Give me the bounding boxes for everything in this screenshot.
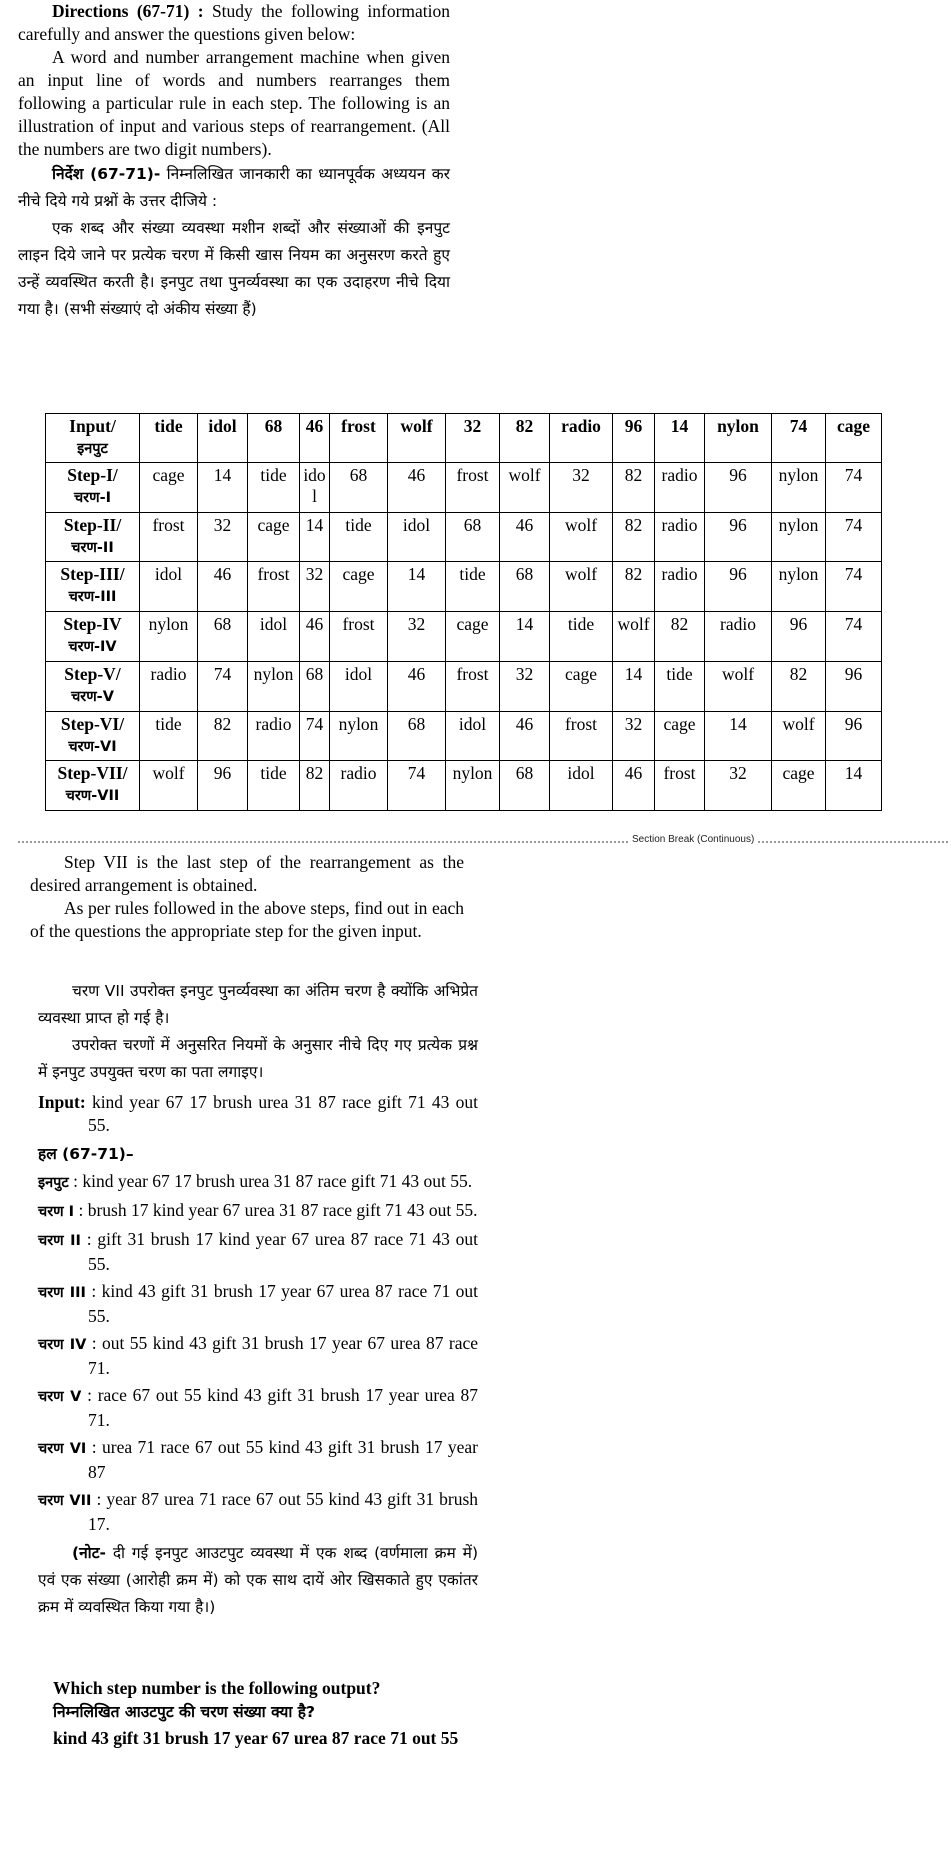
table-cell: 74 (826, 512, 882, 562)
table-cell: 14 (388, 562, 446, 612)
table-cell: 82 (198, 711, 248, 761)
step-label-hi: चरण-VII (65, 788, 120, 805)
header-label-cell (46, 414, 140, 463)
step-label-en: Step-II/ (63, 514, 122, 535)
table-cell: nylon (330, 711, 388, 761)
table-cell: tide (248, 761, 300, 811)
table-cell: tide (655, 661, 705, 711)
table-cell: cage (330, 562, 388, 612)
table-cell: radio (655, 463, 705, 513)
table-cell: wolf (772, 711, 826, 761)
directions-text: Study the following information carefully and answer the questions given below: (18, 1, 451, 44)
solution-block (38, 1091, 478, 1621)
table-cell: nylon (772, 512, 826, 562)
table-cell: 74 (826, 562, 882, 612)
solution-step-text: : gift 31 brush 17 kind year 67 urea 87 race 71 43 out 55. (86, 1229, 478, 1274)
header-label-en: Input/ (69, 416, 116, 436)
solution-step (38, 1280, 478, 1328)
solution-step-text: : race 67 out 55 kind 43 gift 31 brush 17 year urea 87 71. (87, 1385, 478, 1430)
table-row (46, 612, 882, 662)
solution-steps (38, 1170, 478, 1536)
table-cell: 68 (388, 711, 446, 761)
table-row (46, 512, 882, 562)
solution-step-text: : brush 17 kind year 67 urea 31 87 race gift 71 43 out 55. (78, 1200, 478, 1220)
table-cell: idol (446, 711, 500, 761)
table-cell: 96 (826, 711, 882, 761)
machine-description: A word and number arrangement machine when given an input line of words and numbers rearranges them following a particular rule in each step. The following is an illustration of input and various steps of rearrangement. (All the numbers are two digit numbers). (18, 47, 450, 159)
solution-step (38, 1170, 478, 1195)
table-cell: 46 (198, 562, 248, 612)
table-cell: wolf (705, 661, 772, 711)
table-cell: wolf (500, 463, 550, 513)
table-cell: frost (446, 661, 500, 711)
table-cell: idol (330, 661, 388, 711)
header-cell: cage (826, 414, 882, 463)
header-cell: 82 (500, 414, 550, 463)
header-cell: 14 (655, 414, 705, 463)
table-cell: tide (330, 512, 388, 562)
table-cell: 14 (198, 463, 248, 513)
table-cell: 14 (300, 512, 330, 562)
step-label-hi: चरण-I (73, 490, 112, 506)
table-cell: nylon (772, 463, 826, 513)
directions-paragraph (18, 0, 450, 46)
step-label-cell (46, 761, 140, 811)
step-label-hi: चरण-V (71, 688, 114, 705)
table-cell: 74 (826, 463, 882, 513)
solution-step-text: : year 87 urea 71 race 67 out 55 kind 43 gift 31 brush 17. (88, 1489, 479, 1534)
table-cell: 14 (613, 661, 655, 711)
note-label: (नोट- (72, 1544, 106, 1562)
step-label-cell (46, 711, 140, 761)
table-cell: 32 (500, 661, 550, 711)
table-cell: 14 (500, 612, 550, 662)
table-cell: 46 (300, 612, 330, 662)
table-cell: cage (772, 761, 826, 811)
table-cell: 82 (300, 761, 330, 811)
table-row (46, 562, 882, 612)
table-cell: wolf (140, 761, 198, 811)
solution-step (38, 1332, 478, 1380)
step-label-hi: चरण-IV (68, 639, 117, 656)
solution-label-line (38, 1141, 478, 1168)
table-cell: 32 (198, 512, 248, 562)
table-cell: 96 (772, 612, 826, 662)
step-label-en: Step-IV (63, 614, 122, 635)
solution-step-text: : urea 71 race 67 out 55 kind 43 gift 31 brush 17 year 87 (88, 1437, 478, 1482)
table-body (46, 463, 882, 811)
table-cell: frost (330, 612, 388, 662)
table-cell: frost (550, 711, 613, 761)
question-output: kind 43 gift 31 brush 17 year 67 urea 87 race 71 out 55 (53, 1728, 459, 1748)
table-cell: cage (550, 661, 613, 711)
table-cell: 96 (705, 463, 772, 513)
table-cell: 74 (300, 711, 330, 761)
table-cell: 82 (613, 562, 655, 612)
table-cell: 46 (388, 661, 446, 711)
note-text: दी गई इनपुट आउटपुट व्यवस्था में एक शब्द (वर्णमाला क्रम में) एवं एक संख्या (आरोही क्रम में) को एक साथ दायें ओर खिसकाते हुए एकांतर क्रम में व्यवस्थित किया गया है।) (38, 1544, 478, 1616)
solution-step-text: : kind year 67 17 brush urea 31 87 race gift 71 43 out 55. (73, 1171, 473, 1191)
table-cell: 46 (388, 463, 446, 513)
directions-heading: Directions (67-71) : (52, 1, 204, 21)
last-step-paragraph: Step VII is the last step of the rearrangement as the desired arrangement is obtained. (30, 852, 464, 895)
table-cell: 68 (330, 463, 388, 513)
section-break-label: Section Break (Continuous) (632, 834, 755, 845)
table-cell: nylon (248, 661, 300, 711)
table-cell: 82 (772, 661, 826, 711)
rearrangement-table (45, 413, 882, 811)
solution-step-label: चरण VII (38, 1493, 92, 1509)
rules-paragraph: As per rules followed in the above steps, find out in each of the questions the appropriate step for the given input. (30, 898, 464, 941)
table-cell: 74 (826, 612, 882, 662)
step-label-cell (46, 612, 140, 662)
conclusion-block (30, 851, 464, 943)
solution-step-text: : kind 43 gift 31 brush 17 year 67 urea 87 race 71 out 55. (88, 1281, 478, 1326)
table-cell: 46 (613, 761, 655, 811)
section-break-line (18, 841, 948, 843)
input-text: kind year 67 17 brush urea 31 87 race gift 71 43 out 55. (88, 1092, 478, 1135)
table-cell: frost (655, 761, 705, 811)
table-cell: frost (446, 463, 500, 513)
table-cell: radio (655, 512, 705, 562)
table-cell: tide (446, 562, 500, 612)
step-label-hi: चरण-VI (68, 738, 117, 755)
input-line (38, 1091, 478, 1137)
step-label-hi: चरण-II (71, 539, 114, 556)
table-cell: idol (248, 612, 300, 662)
table-cell: idol (300, 463, 330, 513)
header-cell: idol (198, 414, 248, 463)
table-cell: nylon (140, 612, 198, 662)
table-cell: wolf (550, 512, 613, 562)
table-cell: 68 (446, 512, 500, 562)
hindi-directions-text: निम्नलिखित जानकारी का ध्यानपूर्वक अध्ययन कर नीचे दिये गये प्रश्नों के उत्तर दीजिये : (18, 165, 450, 210)
table-cell: wolf (613, 612, 655, 662)
header-cell: radio (550, 414, 613, 463)
step-label-hi: चरण-III (68, 589, 117, 606)
table-cell: 14 (826, 761, 882, 811)
step-label-en: Step-V/ (64, 663, 121, 684)
table-cell: cage (446, 612, 500, 662)
hindi-machine-description: एक शब्द और संख्या व्यवस्था मशीन शब्दों और संख्याओं की इनपुट लाइन दिये जाने पर प्रत्येक चरण में किसी खास नियम का अनुसरण करते हुए उन्हें व्यवस्थित करती है। इनपुट तथा पुनर्व्यवस्था का एक उदाहरण नीचे दिया गया है। (सभी संख्याएं दो अंकीय संख्या हैं) (18, 219, 450, 318)
table-cell: 68 (198, 612, 248, 662)
table-cell: idol (388, 512, 446, 562)
directions-block (18, 0, 450, 323)
solution-step-label: चरण V (38, 1389, 82, 1405)
table-cell: tide (248, 463, 300, 513)
table-row (46, 711, 882, 761)
table-cell: cage (655, 711, 705, 761)
table-cell: 46 (500, 512, 550, 562)
table-cell: 96 (198, 761, 248, 811)
solution-step (38, 1199, 478, 1224)
table-cell: nylon (446, 761, 500, 811)
hindi-last-step-paragraph: चरण VII उपरोक्त इनपुट पुनर्व्यवस्था का अंतिम चरण है क्योंकि अभिप्रेत व्यवस्था प्राप्त हो गई है। (38, 982, 478, 1027)
table-row (46, 661, 882, 711)
question-english: Which step number is the following output? (53, 1678, 381, 1698)
table-cell: frost (248, 562, 300, 612)
table-cell: 32 (613, 711, 655, 761)
header-cell: nylon (705, 414, 772, 463)
header-cell: frost (330, 414, 388, 463)
header-cell: 74 (772, 414, 826, 463)
header-label-hi: इनपुट (77, 441, 108, 457)
input-label: Input: (38, 1092, 86, 1112)
table-cell: idol (140, 562, 198, 612)
note-paragraph (38, 1540, 478, 1621)
table-header-row (46, 414, 882, 463)
table-cell: cage (140, 463, 198, 513)
hindi-rules-paragraph: उपरोक्त चरणों में अनुसरित नियमों के अनुसार नीचे दिए गए प्रत्येक प्रश्न में इनपुट उपयुक्त चरण का पता लगाइए। (38, 1036, 478, 1081)
table-cell: 74 (198, 661, 248, 711)
table-cell: tide (550, 612, 613, 662)
step-label-en: Step-VI/ (60, 713, 125, 734)
table-cell: tide (140, 711, 198, 761)
header-cell: tide (140, 414, 198, 463)
hindi-conclusion-block (38, 978, 478, 1086)
table-cell: idol (550, 761, 613, 811)
solution-step-label: चरण II (38, 1233, 81, 1249)
solution-step-label: चरण III (38, 1285, 86, 1301)
header-cell: 46 (300, 414, 330, 463)
solution-step (38, 1488, 478, 1536)
table-cell: 14 (705, 711, 772, 761)
table-cell: 46 (500, 711, 550, 761)
question-block (53, 1677, 473, 1750)
step-label-en: Step-III/ (60, 564, 125, 585)
table-cell: 82 (655, 612, 705, 662)
step-label-cell (46, 512, 140, 562)
step-label-cell (46, 562, 140, 612)
table-cell: 32 (300, 562, 330, 612)
table-cell: frost (140, 512, 198, 562)
solution-step-text: : out 55 kind 43 gift 31 brush 17 year 67 urea 87 race 71. (88, 1333, 478, 1378)
table-cell: cage (248, 512, 300, 562)
solution-step (38, 1384, 478, 1432)
table-cell: 82 (613, 463, 655, 513)
question-hindi: निम्नलिखित आउटपुट की चरण संख्या क्या है? (53, 1703, 316, 1721)
table-cell: nylon (772, 562, 826, 612)
step-label-en: Step-I/ (67, 465, 118, 485)
table-cell: 96 (826, 661, 882, 711)
table-cell: 32 (705, 761, 772, 811)
table-cell: radio (140, 661, 198, 711)
table-cell: 96 (705, 562, 772, 612)
header-cell: wolf (388, 414, 446, 463)
table-row (46, 761, 882, 811)
table-cell: wolf (550, 562, 613, 612)
step-label-cell (46, 661, 140, 711)
solution-step-label: चरण I (38, 1204, 75, 1220)
table-cell: radio (655, 562, 705, 612)
solution-step (38, 1228, 478, 1276)
header-cell: 96 (613, 414, 655, 463)
table-row (46, 463, 882, 513)
solution-step-label: चरण VI (38, 1441, 87, 1457)
hindi-directions-paragraph (18, 161, 450, 215)
header-cell: 68 (248, 414, 300, 463)
table-cell: 68 (300, 661, 330, 711)
solution-step (38, 1436, 478, 1484)
section-break (18, 835, 948, 849)
table-cell: radio (248, 711, 300, 761)
header-cell: 32 (446, 414, 500, 463)
solution-step-label: चरण IV (38, 1337, 87, 1353)
step-label-cell (46, 463, 140, 513)
table-cell: 82 (613, 512, 655, 562)
table-cell: radio (705, 612, 772, 662)
table-cell: 74 (388, 761, 446, 811)
table-cell: 32 (550, 463, 613, 513)
solution-label: हल (67-71)– (38, 1145, 134, 1163)
table-cell: 68 (500, 562, 550, 612)
table-cell: 96 (705, 512, 772, 562)
solution-step-label: इनपुट (38, 1175, 69, 1191)
table-cell: 68 (500, 761, 550, 811)
hindi-directions-heading: निर्देश (67-71)- (52, 165, 161, 183)
table-cell: 32 (388, 612, 446, 662)
step-label-en: Step-VII/ (57, 763, 128, 784)
table-cell: radio (330, 761, 388, 811)
